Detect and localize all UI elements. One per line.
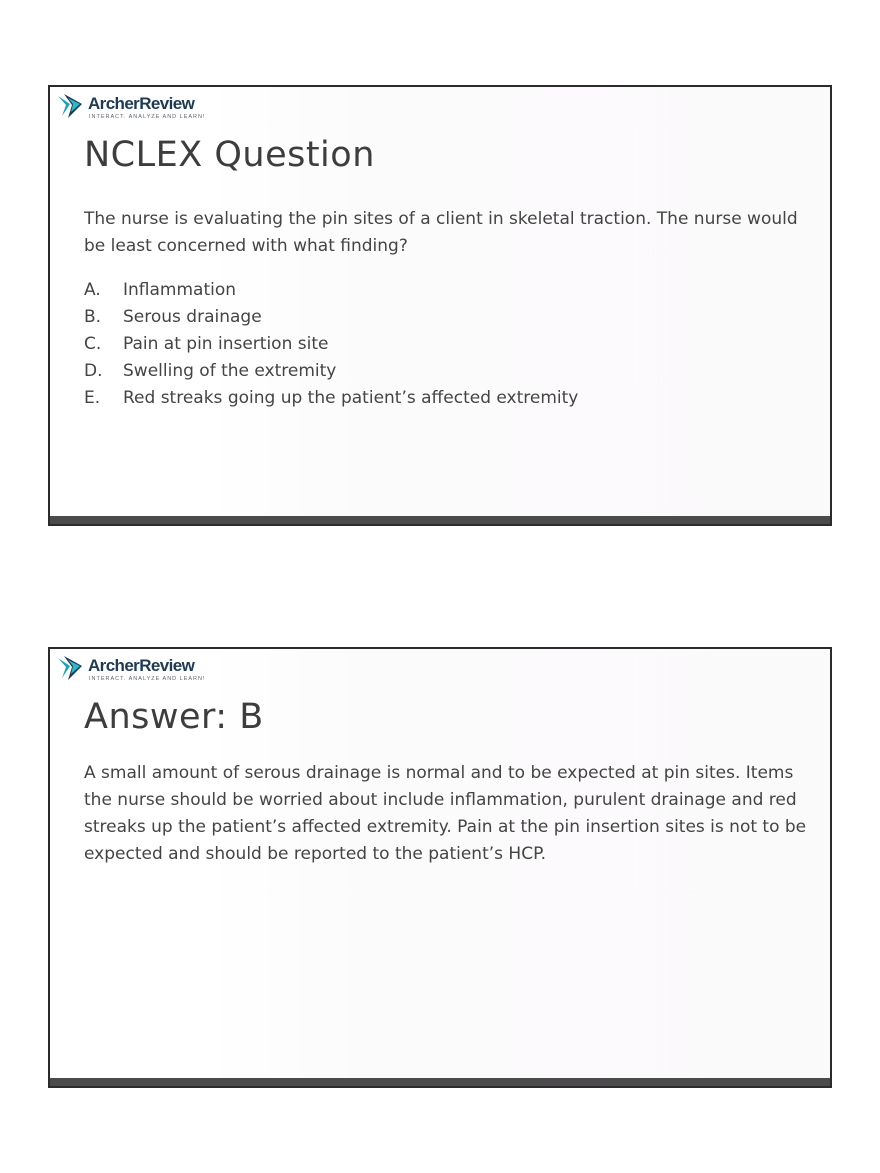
archer-arrow-icon bbox=[56, 92, 86, 120]
brand-tagline: INTERACT. ANALYZE AND LEARN! bbox=[89, 114, 206, 120]
answer-options bbox=[84, 277, 578, 412]
option-letter: B. bbox=[84, 307, 102, 327]
option-text: Swelling of the extremity bbox=[123, 361, 337, 381]
slide-bottom-bar bbox=[50, 516, 830, 524]
option-d bbox=[84, 358, 578, 385]
archer-arrow-icon bbox=[56, 654, 86, 682]
option-text: Red streaks going up the patient’s affected extremity bbox=[123, 388, 579, 408]
option-text: Pain at pin insertion site bbox=[123, 334, 329, 354]
option-b bbox=[84, 304, 578, 331]
answer-title: Answer: B bbox=[84, 697, 264, 737]
option-letter: A. bbox=[84, 280, 101, 300]
brand-name: ArcherReview bbox=[88, 656, 195, 675]
option-c bbox=[84, 331, 578, 358]
option-letter: C. bbox=[84, 334, 102, 354]
option-text: Serous drainage bbox=[123, 307, 262, 327]
answer-slide bbox=[48, 647, 832, 1088]
brand-tagline: INTERACT. ANALYZE AND LEARN! bbox=[89, 676, 206, 682]
option-text: Inflammation bbox=[123, 280, 237, 300]
question-stem: The nurse is evaluating the pin sites of a client in skeletal traction. The nurse would be least concerned with what finding? bbox=[84, 209, 798, 256]
slide-bottom-bar bbox=[50, 1078, 830, 1086]
option-letter: E. bbox=[84, 388, 101, 408]
question-title: NCLEX Question bbox=[84, 135, 375, 175]
question-slide bbox=[48, 85, 832, 526]
option-e bbox=[84, 385, 578, 412]
answer-explanation: A small amount of serous drainage is normal and to be expected at pin sites. Items the nurse should be worried about include inflammation, purulent drainage and red streaks up the patient’s affected extremity. Pain at the pin insertion sites is not to be expected and should be reported to the patient’s HCP. bbox=[84, 763, 807, 864]
option-a bbox=[84, 277, 578, 304]
brand-name: ArcherReview bbox=[88, 94, 195, 113]
option-letter: D. bbox=[84, 361, 103, 381]
